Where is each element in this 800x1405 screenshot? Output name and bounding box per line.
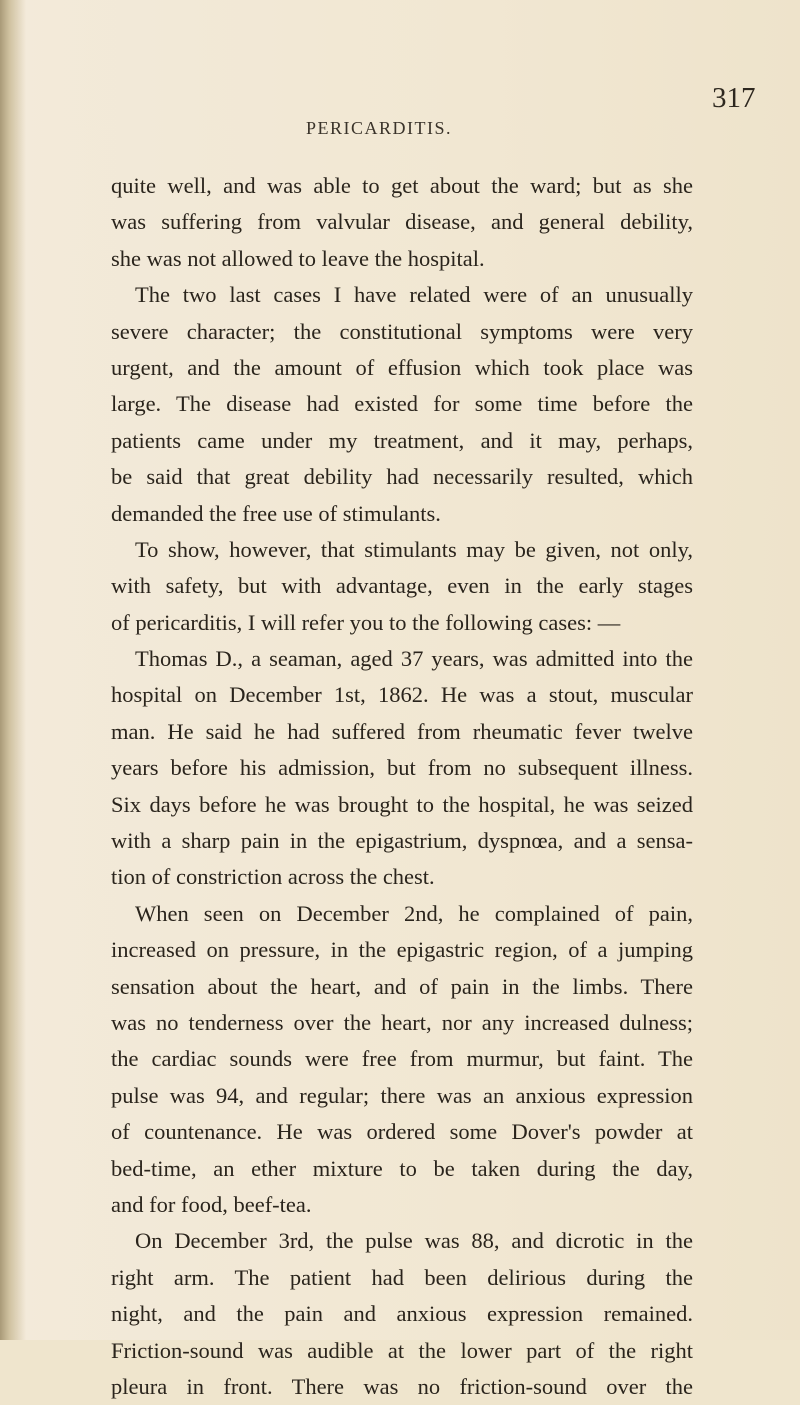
text-line: large. The disease had existed for some time before the — [111, 391, 693, 417]
text-line: pulse was 94, and regular; there was an anxious expression — [111, 1082, 693, 1108]
text-line: When seen on December 2nd, he complained of pain, — [135, 900, 693, 926]
text-line: Thomas D., a seaman, aged 37 years, was admitted into the — [135, 646, 693, 672]
text-line: years before his admission, but from no subsequent illness. — [111, 755, 693, 781]
text-line: tion of constriction across the chest. — [111, 864, 435, 890]
running-head: PERICARDITIS. — [306, 118, 453, 138]
text-line: was suffering from valvular disease, and general debility, — [111, 209, 693, 235]
text-line: right arm. The patient had been delirious during the — [111, 1264, 693, 1290]
text-line: she was not allowed to leave the hospital. — [111, 245, 485, 271]
text-line: Six days before he was brought to the hospital, he was seized — [111, 791, 693, 817]
text-line: To show, however, that stimulants may be given, not only, — [135, 536, 693, 562]
text-line: demanded the free use of stimulants. — [111, 500, 441, 526]
page-number: 317 — [712, 82, 756, 114]
text-line: quite well, and was able to get about the ward; but as she — [111, 173, 693, 198]
text-line: man. He said he had suffered from rheumatic fever twelve — [111, 718, 693, 744]
text-line: On December 3rd, the pulse was 88, and dicrotic in the — [135, 1228, 693, 1254]
text-line: night, and the pain and anxious expression remained. — [111, 1301, 693, 1327]
text-line: severe character; the constitutional symptoms were very — [111, 318, 693, 344]
text-line: of countenance. He was ordered some Dover's powder at — [111, 1119, 693, 1145]
text-line: sensation about the heart, and of pain in the limbs. There — [111, 973, 693, 999]
text-line: The two last cases I have related were of an unusually — [135, 282, 693, 308]
text-line: with a sharp pain in the epigastrium, dyspnœa, and a sensa- — [111, 828, 693, 854]
text-line: was no tenderness over the heart, nor any increased dulness; — [111, 1009, 693, 1035]
text-line: pleura in front. There was no friction-sound over the — [111, 1373, 693, 1399]
text-line: of pericarditis, I will refer you to the following cases: — — [111, 609, 621, 635]
text-line: hospital on December 1st, 1862. He was a stout, muscular — [111, 682, 693, 708]
text-line: with safety, but with advantage, even in the early stages — [111, 573, 693, 599]
body-text — [111, 168, 693, 1405]
text-line: and for food, beef-tea. — [111, 1191, 312, 1217]
text-line: Friction-sound was audible at the lower part of the right — [111, 1337, 693, 1363]
page-header — [0, 82, 800, 138]
text-line: urgent, and the amount of effusion which took place was — [111, 354, 693, 380]
text-line: the cardiac sounds were free from murmur, but faint. The — [111, 1046, 693, 1072]
text-line: be said that great debility had necessarily resulted, which — [111, 464, 693, 490]
text-line: bed-time, an ether mixture to be taken during the day, — [111, 1155, 693, 1181]
text-line: increased on pressure, in the epigastric region, of a jumping — [111, 937, 693, 963]
spine-shadow — [0, 0, 26, 1340]
text-line: patients came under my treatment, and it may, perhaps, — [111, 427, 693, 453]
